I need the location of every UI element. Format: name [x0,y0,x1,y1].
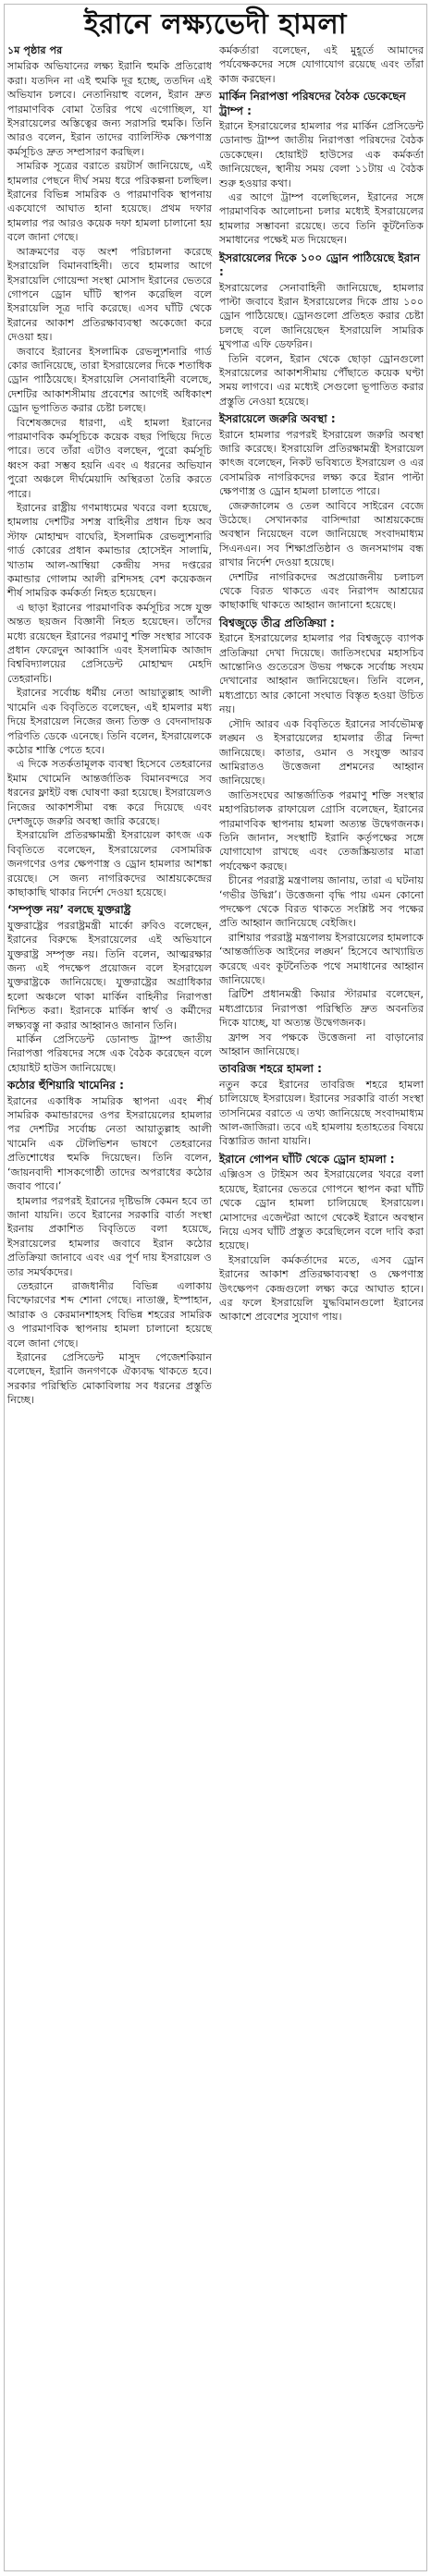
section-heading: ইসরায়েলের দিকে ১০০ ড্রোন পাঠিয়েছে ইরান : [219,250,420,279]
headline: ইরানে লক্ষ্যভেদী হামলা [84,8,347,41]
body-paragraph: যুক্তরাষ্ট্রের পররাষ্ট্রমন্ত্রী মার্কো রুবিও বলেছেন, ইরানের বিরুদ্ধে ইসরায়েলের এই অভিযানে যুক্তরাষ্ট্র সম্পৃক্ত নয়। তিনি বলেন, আত্মরক্ষার জন্য এই পদক্ষেপ প্রয়োজন বলে ইসরায়েল যুক্তরাষ্ট্রকে জানিয়েছে। যুক্তরাষ্ট্রের অগ্রাধিকার হলো অঞ্চলে থাকা মার্কিন বাহিনীর নিরাপত্তা নিশ্চিত করা। ইরানকে মার্কিন স্বার্থ ও কর্মীদের লক্ষ্যবস্তু না করার আহ্বানও জানান তিনি। [7,919,212,1032]
body-paragraph: জেরুজালেম ও তেল আবিবে সাইরেন বেজে উঠেছে। সেখানকার বাসিন্দারা আশ্রয়কেন্দ্রে অবস্থান নিয়েছেন বলে জানিয়েছে সংবাদমাধ্যম সিএনএন। সব শিক্ষাপ্রতিষ্ঠান ও জনসমাগম বন্ধ রাখার নির্দেশ দেওয়া হয়েছে। [219,499,424,569]
section-heading: ‘সম্পৃক্ত নয়’ বলছে যুক্তরাষ্ট্র [7,903,131,917]
body-paragraph: ইসরায়েলি কর্মকর্তাদের মতে, এসব ড্রোন ইরানের আকাশ প্রতিরক্ষাব্যবস্থা ও ক্ষেপণাস্ত্র উৎক্ষেপণ কেন্দ্রগুলো লক্ষ্য করে আঘাত হানে। এর ফলে ইসরায়েলি যুদ্ধবিমানগুলো ইরানের আকাশে প্রবেশের সুযোগ পায়। [219,1253,424,1324]
body-paragraph: ফ্রান্স সব পক্ষকে উত্তেজনা না বাড়ানোর আহ্বান জানিয়েছে। [219,1031,424,1058]
body-paragraph: সামরিক অভিযানের লক্ষ্য ইরানি হুমকি প্রতিরোধ করা। যতদিন না এই হুমকি দূর হচ্ছে, ততদিন এই অভিযান চলবে। নেতানিয়াহু বলেন, ইরান দ্রুত পারমাণবিক বোমা তৈরির পথে এগোচ্ছিল, যা ইসরায়েলের অস্তিত্বের জন্য সরাসরি হুমকি। তিনি আরও বলেন, ইরান তাদের ব্যালিস্টিক ক্ষেপণাস্ত্র কর্মসূচিও দ্রুত সম্প্রসারণ করছিল। [7,60,212,158]
continued-label: ১ম পৃষ্ঠার পর [7,44,63,56]
body-paragraph: তেহরানে রাজধানীর বিভিন্ন এলাকায় বিস্ফোরণের শব্দ শোনা গেছে। নাতাঞ্জ, ইস্পাহান, আরাক ও কেরমানশাহসহ বিভিন্ন শহরের সামরিক ও পারমাণবিক স্থাপনায় হামলা চালানো হয়েছে বলে জানা গেছে। [7,1279,212,1349]
article-columns [5,43,426,1408]
newspaper-page [4,4,427,2571]
body-paragraph: আক্রমণের বড় অংশ পরিচালনা করেছে ইসরায়েলি বিমানবাহিনী। তবে হামলার আগে ইসরায়েলি গোয়েন্দা সংস্থা মোসাদ ইরানের ভেতরে গোপনে ড্রোন ঘাঁটি স্থাপন করেছিল বলে ইসরায়েলি সূত্র দাবি করেছে। এসব ঘাঁটি থেকে ইরানের আকাশ প্রতিরক্ষাব্যবস্থা অকেজো করে দেওয়া হয়। [7,245,212,344]
section-heading: ইরানে গোপন ঘাঁটি থেকে ড্রোন হামলা : [219,1152,395,1166]
body-paragraph: হামলার পরপরই ইরানের দৃষ্টিভঙ্গি কেমন হবে তা জানা যায়নি। তবে ইরানের সরকারি বার্তা সংস্থা ইরনায় প্রকাশিত বিবৃতিতে বলা হয়েছে, ইসরায়েলের হামলার জবাবে ইরান কঠোর প্রতিক্রিয়া জানাবে এবং এর পূর্ণ দায় ইসরায়েল ও তার সমর্থকদের। [7,1194,212,1278]
right-column [219,43,424,1408]
left-column [7,43,212,1408]
body-paragraph: রাশিয়ার পররাষ্ট্র মন্ত্রণালয় ইসরায়েলের হামলাকে ‘আন্তর্জাতিক আইনের লঙ্ঘন’ হিসেবে আখ্যায়িত করেছে এবং কূটনৈতিক পথে সমাধানের আহ্বান জানিয়েছে। [219,931,424,986]
body-paragraph: এর আগে ট্রাম্প বলেছিলেন, ইরানের সঙ্গে পারমাণবিক আলোচনা চলার মধ্যেই ইসরায়েলের হামলার সম্ভাবনা রয়েছে। তবে তিনি কূটনৈতিক সমাধানের পক্ষেই মত দিয়েছেন। [219,191,424,247]
body-paragraph: সৌদি আরব এক বিবৃতিতে ইরানের সার্বভৌমত্ব লঙ্ঘন ও ইসরায়েলের হামলার তীব্র নিন্দা জানিয়েছে। কাতার, ওমান ও সংযুক্ত আরব আমিরাতও উত্তেজনা প্রশমনের আহ্বান জানিয়েছে। [219,717,424,787]
body-paragraph: ইরানে হামলার পরপরই ইসরায়েল জরুরি অবস্থা জারি করেছে। ইসরায়েলি প্রতিরক্ষামন্ত্রী ইসরায়েল কাৎজ বলেছেন, নিকট ভবিষ্যতে ইসরায়েল ও এর বেসামরিক নাগরিকদের লক্ষ্য করে ইরান পাল্টা ক্ষেপণাস্ত্র ও ড্রোন হামলা চালাতে পারে। [219,428,424,498]
body-paragraph: জবাবে ইরানের ইসলামিক রেভল্যুশনারি গার্ড কোর জানিয়েছে, তারা ইসরায়েলের দিকে শতাধিক ড্রোন পাঠিয়েছে। ইসরায়েলি সেনাবাহিনী বলেছে, দেশটির আকাশসীমায় প্রবেশের আগেই অধিকাংশ ড্রোন ভূপাতিত করার চেষ্টা চলছে। [7,345,212,415]
section-heading: বিশ্বজুড়ে তীব্র প্রতিক্রিয়া : [219,616,335,629]
body-paragraph: ইসরায়েলি প্রতিরক্ষামন্ত্রী ইসরায়েল কাৎজ এক বিবৃতিতে বলেছেন, ইসরায়েলের বেসামরিক জনগণের ওপর ক্ষেপণাস্ত্র ও ড্রোন হামলার আশঙ্কা রয়েছে। সে জন্য নাগরিকদের আশ্রয়কেন্দ্রের কাছাকাছি থাকার নির্দেশ দেওয়া হয়েছে। [7,829,212,898]
body-paragraph: মার্কিন প্রেসিডেন্ট ডোনাল্ড ট্রাম্প জাতীয় নিরাপত্তা পরিষদের সঙ্গে এক বৈঠক করেছেন বলে হোয়াইট হাউস জানিয়েছে। [7,1033,212,1074]
body-paragraph: ইরানের রাষ্ট্রীয় গণমাধ্যমের খবরে বলা হয়েছে, হামলায় দেশটির সশস্ত্র বাহিনীর প্রধান চিফ অব স্টাফ মোহাম্মদ বাঘেরি, ইসলামিক রেভল্যুশনারি গার্ড কোরের প্রধান কমান্ডার হোসেইন সালামি, খাতাম আল-আম্বিয়া কেন্দ্রীয় সদর দপ্তরের কমান্ডার গোলাম আলী রশিদসহ বেশ কয়েকজন শীর্ষ সামরিক কর্মকর্তা নিহত হয়েছেন। [7,502,212,600]
body-paragraph: দেশটির নাগরিকদের অপ্রয়োজনীয় চলাচল থেকে বিরত থাকতে এবং নিরাপদ আশ্রয়ের কাছাকাছি থাকতে আহ্বান জানানো হয়েছে। [219,570,424,612]
body-paragraph: এ ছাড়া ইরানের পারমাণবিক কর্মসূচির সঙ্গে যুক্ত অন্তত ছয়জন বিজ্ঞানী নিহত হয়েছেন। তাঁদের মধ্যে রয়েছেন ইরানের পরমাণু শক্তি সংস্থার সাবেক প্রধান ফেরেদুন আব্বাসি এবং ইসলামিক আজাদ বিশ্ববিদ্যালয়ের প্রেসিডেন্ট মোহাম্মদ মেহদি তেহরানচি। [7,601,212,685]
section-heading: কঠোর হুঁশিয়ারি খামেনির : [7,1079,124,1093]
body-paragraph: ইরানের প্রেসিডেন্ট মাসুদ পেজেশকিয়ান বলেছেন, ইরানি জনগণকে ঐক্যবদ্ধ থাকতে হবে। সরকার পরিস্থিতি মোকাবিলায় সব ধরনের প্রস্তুতি নিচ্ছে। [7,1350,212,1407]
body-paragraph: সামরিক সূত্রের বরাতে রয়টার্স জানিয়েছে, এই হামলার পেছনে দীর্ঘ সময় ধরে পরিকল্পনা চলছিল। ইরানের বিভিন্ন সামরিক ও পারমাণবিক স্থাপনায় একযোগে আঘাত হানা হয়েছে। প্রথম দফার হামলার পর আরও কয়েক দফা হামলা চালানো হয় বলে জানা গেছে। [7,160,212,244]
section-heading: তাবরিজ শহরে হামলা : [219,1062,322,1076]
body-paragraph: ব্রিটিশ প্রধানমন্ত্রী কিয়ার স্টারমার বলেছেন, মধ্যপ্রাচ্যের নিরাপত্তা পরিস্থিতি দ্রুত অবনতির দিকে যাচ্ছে, যা অত্যন্ত উদ্বেগজনক। [219,988,424,1030]
body-paragraph: এ দিকে সতর্কতামূলক ব্যবস্থা হিসেবে তেহরানের ইমাম খোমেনি আন্তর্জাতিক বিমানবন্দরে সব ধরনের ফ্লাইট বন্ধ ঘোষণা করা হয়েছে। ইসরায়েলও নিজের আকাশসীমা বন্ধ করে দিয়েছে এবং দেশজুড়ে জরুরি অবস্থা জারি করেছে। [7,758,212,827]
body-paragraph: এক্সিওস ও টাইমস অব ইসরায়েলের খবরে বলা হয়েছে, ইরানের ভেতরে গোপনে স্থাপন করা ঘাঁটি থেকে ড্রোন হামলা চালিয়েছে ইসরায়েল। মোসাদের এজেন্টরা আগে থেকেই ইরানে অবস্থান নিয়ে এসব ঘাঁটি প্রস্তুত করেছিলেন বলে দাবি করা হয়েছে। [219,1168,424,1252]
body-paragraph: ইরানের সর্বোচ্চ ধর্মীয় নেতা আয়াতুল্লাহ আলী খামেনি এক বিবৃতিতে বলেছেন, এই হামলার মধ্য দিয়ে ইসরায়েল নিজের জন্য তিক্ত ও বেদনাদায়ক পরিণতি ডেকে এনেছে। তিনি বলেন, ইসরায়েলকে কঠোর শাস্তি পেতে হবে। [7,687,212,756]
body-paragraph: ইসরায়েলের সেনাবাহিনী জানিয়েছে, হামলার পাল্টা জবাবে ইরান ইসরায়েলের দিকে প্রায় ১০০ ড্রোন পাঠিয়েছে। ড্রোনগুলো প্রতিহত করার চেষ্টা চলছে বলে জানিয়েছেন ইসরায়েলি সামরিক মুখপাত্র এফি ডেফরিন। [219,281,424,351]
body-paragraph: কর্মকর্তারা বলেছেন, এই মুহূর্তে আমাদের পর্যবেক্ষকদের সঙ্গে যোগাযোগ রয়েছে এবং তাঁরা কাজ করছেন। [219,44,424,85]
body-paragraph: ইরানে ইসরায়েলের হামলার পর বিশ্বজুড়ে ব্যাপক প্রতিক্রিয়া দেখা দিয়েছে। জাতিসংঘের মহাসচিব আন্তোনিও গুতেরেস উভয় পক্ষকে সর্বোচ্চ সংযম দেখানোর আহ্বান জানিয়েছেন। তিনি বলেন, মধ্যপ্রাচ্যে আর কোনো সংঘাত বিস্তৃত হওয়া উচিত নয়। [219,632,424,716]
section-heading: মার্কিন নিরাপত্তা পরিষদের বৈঠক ডেকেছেন ট্রাম্প : [219,90,406,117]
body-paragraph: নতুন করে ইরানের তাবরিজ শহরে হামলা চালিয়েছে ইসরায়েল। ইরানের সরকারি বার্তা সংস্থা তাসনিমের বরাতে এ তথ্য জানিয়েছে সংবাদমাধ্যম আল-জাজিরা। তবে এই হামলায় হতাহতের বিষয়ে বিস্তারিত জানা যায়নি। [219,1078,424,1148]
body-paragraph: জাতিসংঘের আন্তর্জাতিক পরমাণু শক্তি সংস্থার মহাপরিচালক রাফায়েল গ্রোসি বলেছেন, ইরানের পারমাণবিক স্থাপনায় হামলা অত্যন্ত উদ্বেগজনক। তিনি জানান, সংস্থাটি ইরানি কর্তৃপক্ষের সঙ্গে যোগাযোগ রাখছে এবং তেজস্ক্রিয়তার মাত্রা পর্যবেক্ষণ করছে। [219,788,424,873]
body-paragraph: ইরানে ইসরায়েলের হামলার পর মার্কিন প্রেসিডেন্ট ডোনাল্ড ট্রাম্প জাতীয় নিরাপত্তা পরিষদের বৈঠক ডেকেছেন। হোয়াইট হাউসের এক কর্মকর্তা জানিয়েছেন, স্থানীয় সময় বেলা ১১টায় এ বৈঠক শুরু হওয়ার কথা। [219,120,424,189]
body-paragraph: চীনের পররাষ্ট্র মন্ত্রণালয় জানায়, তারা এ ঘটনায় ‘গভীর উদ্বিগ্ন’। উত্তেজনা বৃদ্ধি পায় এমন কোনো পদক্ষেপ থেকে বিরত থাকতে সংশ্লিষ্ট সব পক্ষের প্রতি আহ্বান জানিয়েছে বেইজিং। [219,874,424,930]
body-paragraph: তিনি বলেন, ইরান থেকে ছোড়া ড্রোনগুলো ইসরায়েলের আকাশসীমায় পৌঁছাতে কয়েক ঘণ্টা সময় লাগবে। এর মধ্যেই সেগুলো ভূপাতিত করার প্রস্তুতি নেওয়া হয়েছে। [219,352,424,408]
body-paragraph: বিশেষজ্ঞদের ধারণা, এই হামলা ইরানের পারমাণবিক কর্মসূচিকে কয়েক বছর পিছিয়ে দিতে পারে। তবে তাঁরা এটাও বলছেন, পুরো কর্মসূচি ধ্বংস করা সম্ভব হয়নি এবং এ ধরনের অভিযান পুরো অঞ্চলে দীর্ঘমেয়াদি অস্থিরতা তৈরি করতে পারে। [7,416,212,500]
body-paragraph: ইরানের একাধিক সামরিক স্থাপনা এবং শীর্ষ সামরিক কমান্ডারদের ওপর ইসরায়েলের হামলার পর দেশটির সর্বোচ্চ নেতা আয়াতুল্লাহ আলী খামেনি এক টেলিভিশন ভাষণে তেহরানের প্রতিশোধের হুমকি দিয়েছেন। তিনি বলেন, ‘জায়নবাদী শাসকগোষ্ঠী তাদের অপরাধের কঠোর জবাব পাবে।’ [7,1094,212,1193]
section-heading: ইসরায়েলে জরুরি অবস্থা : [219,412,336,426]
